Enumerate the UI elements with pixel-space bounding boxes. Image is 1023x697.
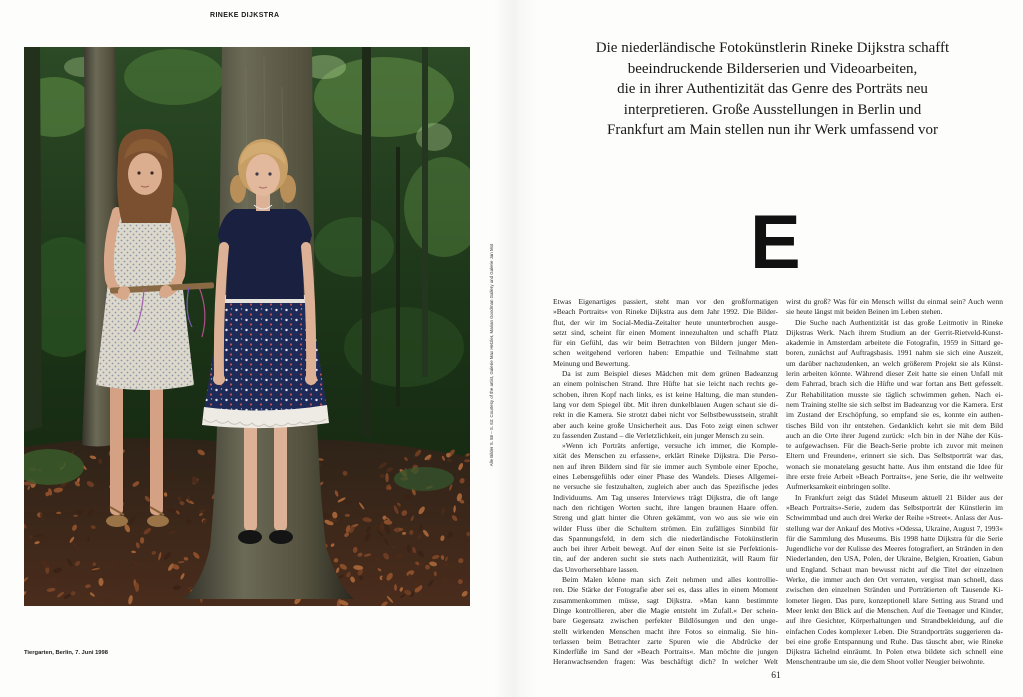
body-text-line <box>553 369 778 379</box>
body-text: stellung war der Ankauf des Motivs »Odessa, Ukraine, August 7, 1993« <box>786 523 1003 533</box>
body-text-line <box>553 554 778 564</box>
body-text-line <box>786 318 1003 328</box>
body-text-line <box>553 493 778 503</box>
body-text: Jugendliche vor der Kulisse des Meeres fotografiert, an Stränden in den <box>786 544 1003 554</box>
body-text: flut, der wir im Social-Media-Zeitalter heute ununterbrochen ausge- <box>553 317 778 327</box>
intro-line: Frankfurt am Main stellen nun ihr Werk umfassend vor <box>607 122 938 139</box>
body-text: stellt wirkenden Menschen macht ihre Fotos so einmalig. Sie hin- <box>553 626 778 636</box>
body-text: ihre erste freie Arbeit »Beach Portraits«, jene Serie, die ihr weltweite <box>786 472 1003 482</box>
intro-line: die in ihrer Authentizität das Genre des Porträts neu <box>617 81 928 98</box>
body-text: zu fassenden Zustand – die Verletzlichkeit, ein junger Mensch zu sein. <box>553 430 765 440</box>
body-text: Meer lenkt den Blick auf die Menschen. Auf die Teenager und Kinder, <box>786 605 1003 615</box>
body-text: »Beach Portraits« von Rineke Dijkstra aus dem Jahr 1992. Die Bilder- <box>553 307 778 317</box>
body-text: wirst du groß? Was für ein Mensch willst du einmal sein? Auch wenn <box>786 297 1003 306</box>
body-text: Menschentraube um sie, die dem Shoot voller Neugier beiwohnte. <box>786 657 985 667</box>
body-text: Etwas Eigenartiges passiert, steht man vor den großformatigen <box>553 297 778 306</box>
body-text: bare Gegensatz zwischen perfekter Bildlösungen und den unge- <box>553 616 778 626</box>
body-text-line <box>786 596 1003 606</box>
body-text-line <box>786 493 1003 503</box>
body-text-line <box>786 348 1003 358</box>
body-text-line <box>786 359 1003 369</box>
body-text-line <box>553 606 778 616</box>
body-text-line <box>553 544 778 554</box>
body-text-line <box>553 379 778 389</box>
body-text: Da ist zum Beispiel dieses Mädchen mit dem grünen Badeanzug <box>562 369 778 379</box>
body-text-line <box>786 637 1003 647</box>
leaf <box>135 583 139 592</box>
body-text: akademie in Amsterdam arbeitete die Fotografin, 1959 in Sittard ge- <box>786 338 1003 348</box>
body-text-line <box>786 297 1003 307</box>
page-number: 61 <box>771 671 781 681</box>
body-text-line <box>786 369 1003 379</box>
intro-line: Die niederländische Fotokünstlerin Rineke Dijkstra schafft <box>595 40 950 56</box>
body-text: schen weitgehend verloren haben: Empathie und Teilnahme statt <box>553 348 778 358</box>
body-text: dem Fahrrad, brach sich die Hüfte und war fortan ans Bett gefesselt. <box>786 379 1003 389</box>
body-text-line <box>786 627 1003 637</box>
photo-credit: Alle Bilder S. 58 – S. 63: Courtesy of the artist, Galerie Max Hetzler, Marian Goodman Gallery und Galerie Jan Mot <box>489 243 494 467</box>
body-text: setzt sind, scheint für einen Moment innezuhalten und schafft Platz <box>553 327 778 337</box>
body-text-line <box>786 390 1003 400</box>
body-text: auch an die Orte ihrer Jugend zurück: »Ich bin in der Nähe der Küs- <box>786 430 1003 440</box>
body-text: wilder Fluss über die Schultern strömen. Ein zufälliges Sinnbild für <box>553 523 778 533</box>
body-text-line <box>553 647 778 657</box>
page-gutter-shadow <box>494 0 538 697</box>
photo-caption: Tiergarten, Berlin, 7. Juni 1998 <box>24 650 108 656</box>
body-text: lerin arbeiten könnte. Während dieser Zeit hatte sie einen Unfall mit <box>786 369 1003 379</box>
body-text: auch bei ihrer Arbeit bewegt. Auf der einen Seite ist sie Perfektionis- <box>553 544 778 554</box>
body-text: einfachen Codes komplexer Leben. Die Strandporträts suggerieren da- <box>786 626 1003 636</box>
body-text-line <box>786 524 1003 534</box>
body-text-line <box>553 390 778 400</box>
body-text: für die Sammlung des Museums. Bis 1998 hatte Dijkstra für die Serie <box>786 533 1003 543</box>
body-text: »Beach Portraits«-Serie, zudem das Selbstporträt der Künstlerin im <box>786 502 1003 512</box>
body-text: rekt in die Kamera. Sie strotzt dabei nicht vor Selbstbewusstsein, strahlt <box>553 410 778 420</box>
body-text: Aufmerksamkeit einbringen sollte. <box>786 482 891 492</box>
body-text: eines Lebensgefühls oder einer Phase des Wandels. Dieses Allgemei- <box>553 472 778 482</box>
body-text-line <box>786 565 1003 575</box>
intro-line: interpretieren. Große Ausstellungen in Berlin und <box>623 101 922 118</box>
body-text-line <box>786 606 1003 616</box>
body-text: tisches Bild von ihr entstehen. Gedanklich kehrt sie mit dem Bild <box>786 420 1003 430</box>
body-text-line <box>553 627 778 637</box>
body-text-line <box>786 657 1003 667</box>
body-text: auf ihre Gesichter, Körperhaltungen und Strandbekleidung, auf die <box>786 616 1003 626</box>
body-text: Zur Rehabilitation musste sie täglich schwimmen gehen. Nach ei- <box>786 389 1003 399</box>
body-text: xität des Menschen zu erfassen«, erklärt Rineke Dijkstra. Die Perso- <box>553 451 778 461</box>
body-text: Dijkstra lächelnd einräumt. In Polen etwa bildete sich schnell eine <box>786 647 1003 657</box>
body-text: und England. Schaut man bewusst nicht auf die Titel der einzelnen <box>786 564 1003 574</box>
body-text: te aufgewachsen. Für die Beach-Serie probte ich zuvor mit meinen <box>786 441 1003 451</box>
body-text: nach den richtigen Worten sucht, ihre langen braunen Haare offen. <box>553 502 778 512</box>
body-text: im Zustand der Erschöpfung, so empfand sie es, konnte ein authen- <box>786 410 1003 420</box>
body-text-line <box>553 513 778 523</box>
body-text: Individuums. Am Tag unseres Interviews trägt Dijkstra, die oft lange <box>553 492 778 502</box>
body-text: das Unvorhersehbare lassen. <box>553 564 639 574</box>
body-text: In Frankfurt zeigt das Städel Museum aktuell 21 Bilder aus der <box>795 492 1003 502</box>
body-text: ne versuche sie festzuhalten, zugleich aber auch das Spezifische jedes <box>553 482 778 492</box>
body-text: schoben, ihren Kopf nach links, es ist keine Haltung, die man stunden- <box>553 389 778 399</box>
body-text-line <box>786 575 1003 585</box>
body-text: Heranwachsenden fragen: Was beschäftigt dich? In welcher Welt <box>553 657 778 667</box>
drop-cap: E <box>750 200 801 285</box>
intro-text <box>540 38 1005 141</box>
body-text: sie heute längst mit beiden Beinen im Leben stehen. <box>786 307 943 317</box>
body-text: das Spannungsfeld, in dem sich die niederländische Fotokünstlerin <box>553 533 778 543</box>
body-text-line <box>553 565 778 575</box>
body-text-line <box>786 472 1003 482</box>
body-text-line <box>553 431 778 441</box>
body-text: zusammenkommen müsse, sagt Dijkstra. »Man kann bestimmte <box>553 595 778 605</box>
intro-line: beeindruckende Bilderserien und Videoarbeiten, <box>627 60 918 77</box>
article-column <box>553 297 778 668</box>
body-text-line <box>553 585 778 595</box>
body-text-line <box>553 482 778 492</box>
body-text: nem Training stellte sie sich selbst im Badeanzug vor die Kamera. Erst <box>786 399 1003 409</box>
body-text-line <box>786 328 1003 338</box>
body-text-line <box>553 318 778 328</box>
body-text-line <box>553 596 778 606</box>
body-text-line <box>553 297 778 307</box>
body-text: um darüber nachzudenken, an welch größerem Projekt sie als Künst- <box>786 358 1003 368</box>
body-text-line <box>786 544 1003 554</box>
body-text-line <box>786 513 1003 523</box>
body-text: Meinung und Bewertung. <box>553 358 630 368</box>
body-text: für ein Gefühl, das wir beim Betrachten von Bildern junger Men- <box>553 338 778 348</box>
body-text-line <box>786 482 1003 492</box>
body-text: ren. Die Stärke der Fotografie aber sei es, dass alles in einem Moment <box>553 585 778 595</box>
body-text-line <box>786 400 1003 410</box>
body-text: bei eine große Entspannung und Ruhe. Das täuscht aber, wie Rineke <box>786 636 1003 646</box>
body-text-line <box>553 328 778 338</box>
body-text: Dinge kontrollieren, aber die Magie entsteht im Zufall.« Der schein- <box>553 605 778 615</box>
body-text: nen auf ihren Bildern sind für sie immer auch Symbole einer Epoche, <box>553 461 778 471</box>
body-text-line <box>553 421 778 431</box>
body-text-line <box>553 410 778 420</box>
body-text-line <box>786 462 1003 472</box>
body-text-line <box>786 307 1003 317</box>
body-text: Niederlanden, den USA, Polen, der Ukraine, Belgien, Kroatien, Gabun <box>786 554 1003 564</box>
body-text-line <box>786 647 1003 657</box>
body-text: »Wenn ich Porträts anfertige, versuche ich immer, die Komple- <box>562 441 778 451</box>
body-text: Eltern und Freunden«, erinnert sie sich. Das Selbstporträt war das, <box>786 451 1003 461</box>
body-text-line <box>786 431 1003 441</box>
body-text-line <box>553 616 778 626</box>
body-text: lometer liegen. Das pure, konzeptionell klare Setting aus Strand und <box>786 595 1003 605</box>
body-text-line <box>553 338 778 348</box>
body-text: aber auch keine große Unsicherheit aus. Das Foto zeigt einen schwer <box>553 420 778 430</box>
body-text: tin, auf der anderen sucht sie stets nach Authentizität, will Raum für <box>553 554 778 564</box>
forest-photo <box>24 47 470 606</box>
body-text: lang vor dem Spiegel übt. Mit ihren dunkelblauen Augen schaut sie di- <box>553 399 778 409</box>
body-text: Schwimmbad und auch drei Werke der Reihe »Street«. Anlass der Aus- <box>786 513 1003 523</box>
body-text: Streng und glatt hinter die Ohren gekämmt, von wo aus sie wie ein <box>553 513 778 523</box>
body-text-line <box>553 462 778 472</box>
body-text: Die Suche nach Authentizität ist das große Leitmotiv in Rineke <box>795 317 1003 327</box>
body-text-line <box>786 503 1003 513</box>
body-text: Beim Malen könne man sich Zeit nehmen und alles kontrollie- <box>562 575 778 585</box>
body-text-line <box>786 451 1003 461</box>
body-text-line <box>786 410 1003 420</box>
body-text-line <box>553 359 778 369</box>
body-text: Werke, die immer auch den Ort verraten, vergisst man schnell, dass <box>786 575 1003 585</box>
body-text-line <box>553 657 778 667</box>
body-text-line <box>786 554 1003 564</box>
body-text: an einem polnischen Strand. Ihre Hüfte hat sie leicht nach rechts ge- <box>553 379 778 389</box>
body-text-line <box>553 534 778 544</box>
body-text-line <box>553 575 778 585</box>
body-text: terlassen beim Betrachter zarte Spuren wie die Abdrücke der <box>553 636 778 646</box>
article-column <box>786 297 1003 668</box>
body-text-line <box>786 379 1003 389</box>
body-text: zwischen den einzelnen Stränden und Porträtierten oft Tausende Ki- <box>786 585 1003 595</box>
body-text: wonach sie monatelang gesucht hatte. Aus ihm entstand die Idee für <box>786 461 1003 471</box>
body-text-line <box>786 338 1003 348</box>
body-text-line <box>786 585 1003 595</box>
body-text: boren, zunächst auf Auftragsbasis. 1991 nahm sie sich eine Auszeit, <box>786 348 1003 358</box>
body-text-line <box>553 503 778 513</box>
body-text-line <box>786 534 1003 544</box>
body-text-line <box>553 348 778 358</box>
body-text-line <box>553 441 778 451</box>
body-text-line <box>553 524 778 534</box>
body-text-line <box>786 441 1003 451</box>
body-text-line <box>786 616 1003 626</box>
body-text-line <box>553 400 778 410</box>
body-text: Dijkstras Werk. Nach ihrem Studium an der Gerrit-Rietveld-Kunst- <box>786 327 1003 337</box>
body-text: Kinderfüße im Sand der »Beach Portraits«. Man möchte die jungen <box>553 647 778 657</box>
body-text-line <box>553 637 778 647</box>
body-text-line <box>553 307 778 317</box>
body-text-line <box>553 451 778 461</box>
body-text-line <box>786 421 1003 431</box>
section-label: RINEKE DIJKSTRA <box>210 12 280 19</box>
body-text-line <box>553 472 778 482</box>
